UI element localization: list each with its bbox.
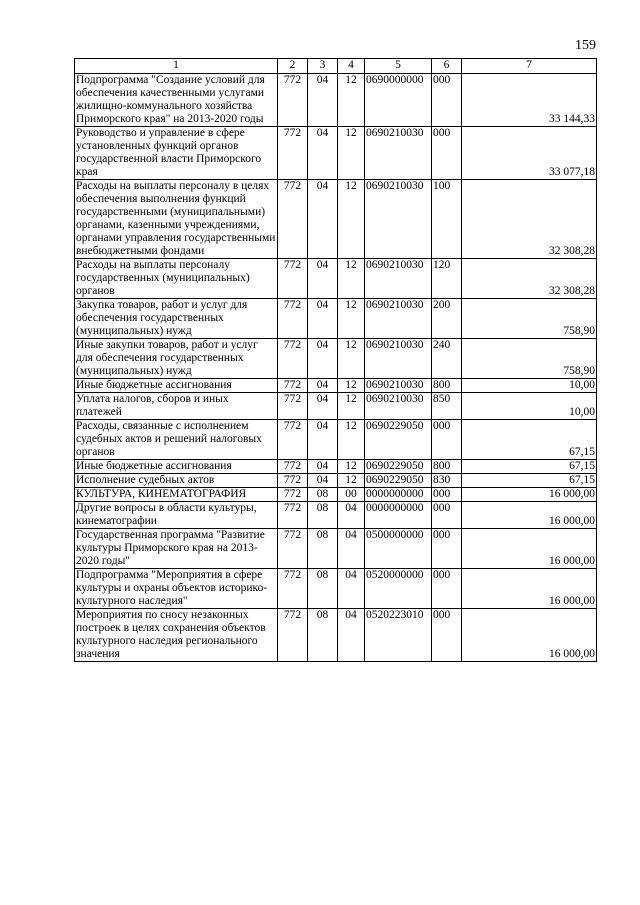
section-code: 08 <box>308 609 338 662</box>
subsection-code: 12 <box>338 259 365 299</box>
section-code: 04 <box>308 339 338 379</box>
row-name: Подпрограмма "Создание условий для обеспечения качественными услугами жилищно-коммунального хозяйства Приморского края" на 2013-2020 годы <box>75 74 278 127</box>
amount: 67,15 <box>462 420 597 460</box>
table-row <box>75 299 597 339</box>
amount: 32 308,28 <box>462 259 597 299</box>
section-code: 04 <box>308 259 338 299</box>
section-code: 08 <box>308 488 338 502</box>
subsection-code: 12 <box>338 299 365 339</box>
row-name: Иные закупки товаров, работ и услуг для обеспечения государственных (муниципальных) нужд <box>75 339 278 379</box>
ministry-code: 772 <box>278 379 308 393</box>
amount: 10,00 <box>462 379 597 393</box>
target-code: 0520223010 <box>365 609 432 662</box>
target-code: 0500000000 <box>365 529 432 569</box>
table-row <box>75 339 597 379</box>
section-code: 04 <box>308 299 338 339</box>
target-code: 0690210030 <box>365 180 432 259</box>
ministry-code: 772 <box>278 502 308 529</box>
target-code: 0690000000 <box>365 74 432 127</box>
ministry-code: 772 <box>278 609 308 662</box>
amount: 67,15 <box>462 460 597 474</box>
subsection-code: 00 <box>338 488 365 502</box>
expense-type-code: 000 <box>432 529 462 569</box>
expense-type-code: 800 <box>432 460 462 474</box>
target-code: 0000000000 <box>365 502 432 529</box>
section-code: 04 <box>308 127 338 180</box>
subsection-code: 12 <box>338 339 365 379</box>
row-name: КУЛЬТУРА, КИНЕМАТОГРАФИЯ <box>75 488 278 502</box>
table-row <box>75 609 597 662</box>
section-code: 08 <box>308 569 338 609</box>
ministry-code: 772 <box>278 299 308 339</box>
expense-type-code: 200 <box>432 299 462 339</box>
subsection-code: 12 <box>338 180 365 259</box>
target-code: 0000000000 <box>365 488 432 502</box>
amount: 32 308,28 <box>462 180 597 259</box>
target-code: 0690210030 <box>365 299 432 339</box>
table-row <box>75 420 597 460</box>
ministry-code: 772 <box>278 420 308 460</box>
ministry-code: 772 <box>278 339 308 379</box>
row-name: Расходы, связанные с исполнением судебных актов и решений налоговых органов <box>75 420 278 460</box>
section-code: 04 <box>308 393 338 420</box>
target-code: 0520000000 <box>365 569 432 609</box>
ministry-code: 772 <box>278 474 308 488</box>
target-code: 0690229050 <box>365 460 432 474</box>
subsection-code: 04 <box>338 569 365 609</box>
header-cell: 4 <box>338 59 365 74</box>
table-row <box>75 259 597 299</box>
table-header <box>75 59 597 74</box>
expense-type-code: 000 <box>432 488 462 502</box>
subsection-code: 04 <box>338 609 365 662</box>
ministry-code: 772 <box>278 569 308 609</box>
subsection-code: 12 <box>338 460 365 474</box>
expense-type-code: 100 <box>432 180 462 259</box>
row-name: Государственная программа "Развитие культуры Приморского края на 2013-2020 годы" <box>75 529 278 569</box>
section-code: 04 <box>308 379 338 393</box>
table-row <box>75 127 597 180</box>
header-cell: 2 <box>278 59 308 74</box>
expense-type-code: 000 <box>432 569 462 609</box>
target-code: 0690210030 <box>365 379 432 393</box>
target-code: 0690229050 <box>365 474 432 488</box>
subsection-code: 12 <box>338 393 365 420</box>
amount: 758,90 <box>462 299 597 339</box>
ministry-code: 772 <box>278 259 308 299</box>
section-code: 04 <box>308 74 338 127</box>
ministry-code: 772 <box>278 488 308 502</box>
row-name: Подпрограмма "Мероприятия в сфере культуры и охраны объектов историко-культурного наследия" <box>75 569 278 609</box>
row-name: Другие вопросы в области культуры, кинематографии <box>75 502 278 529</box>
budget-table <box>74 58 597 662</box>
table-row <box>75 460 597 474</box>
row-name: Уплата налогов, сборов и иных платежей <box>75 393 278 420</box>
header-cell: 6 <box>432 59 462 74</box>
target-code: 0690210030 <box>365 127 432 180</box>
table-row <box>75 180 597 259</box>
expense-type-code: 850 <box>432 393 462 420</box>
table-row <box>75 474 597 488</box>
target-code: 0690229050 <box>365 420 432 460</box>
amount: 67,15 <box>462 474 597 488</box>
table-row <box>75 488 597 502</box>
expense-type-code: 120 <box>432 259 462 299</box>
row-name: Исполнение судебных актов <box>75 474 278 488</box>
section-code: 04 <box>308 474 338 488</box>
ministry-code: 772 <box>278 127 308 180</box>
amount: 758,90 <box>462 339 597 379</box>
expense-type-code: 800 <box>432 379 462 393</box>
row-name: Расходы на выплаты персоналу государственных (муниципальных) органов <box>75 259 278 299</box>
amount: 33 144,33 <box>462 74 597 127</box>
subsection-code: 12 <box>338 379 365 393</box>
expense-type-code: 240 <box>432 339 462 379</box>
expense-type-code: 000 <box>432 420 462 460</box>
row-name: Мероприятия по сносу незаконных построек в целях сохранения объектов культурного наследия регионального значения <box>75 609 278 662</box>
header-cell: 1 <box>75 59 278 74</box>
ministry-code: 772 <box>278 393 308 420</box>
amount: 33 077,18 <box>462 127 597 180</box>
amount: 16 000,00 <box>462 609 597 662</box>
amount: 16 000,00 <box>462 488 597 502</box>
header-cell: 5 <box>365 59 432 74</box>
ministry-code: 772 <box>278 529 308 569</box>
section-code: 04 <box>308 420 338 460</box>
target-code: 0690210030 <box>365 393 432 420</box>
amount: 16 000,00 <box>462 569 597 609</box>
subsection-code: 04 <box>338 502 365 529</box>
row-name: Расходы на выплаты персоналу в целях обеспечения выполнения функций государственными (муниципальными) органами, казенными учреждениями, органами управления государственными внебюджетными фондами <box>75 180 278 259</box>
section-code: 04 <box>308 180 338 259</box>
row-name: Руководство и управление в сфере установленных функций органов государственной власти Приморского края <box>75 127 278 180</box>
subsection-code: 12 <box>338 127 365 180</box>
section-code: 04 <box>308 460 338 474</box>
ministry-code: 772 <box>278 180 308 259</box>
header-cell: 7 <box>462 59 597 74</box>
table-row <box>75 393 597 420</box>
page-number: 159 <box>575 38 596 53</box>
ministry-code: 772 <box>278 460 308 474</box>
ministry-code: 772 <box>278 74 308 127</box>
table-row <box>75 379 597 393</box>
amount: 16 000,00 <box>462 502 597 529</box>
target-code: 0690210030 <box>365 259 432 299</box>
expense-type-code: 830 <box>432 474 462 488</box>
subsection-code: 12 <box>338 474 365 488</box>
section-code: 08 <box>308 502 338 529</box>
section-code: 08 <box>308 529 338 569</box>
header-cell: 3 <box>308 59 338 74</box>
subsection-code: 12 <box>338 420 365 460</box>
row-name: Закупка товаров, работ и услуг для обеспечения государственных (муниципальных) нужд <box>75 299 278 339</box>
row-name: Иные бюджетные ассигнования <box>75 460 278 474</box>
table-row <box>75 502 597 529</box>
expense-type-code: 000 <box>432 74 462 127</box>
subsection-code: 04 <box>338 529 365 569</box>
expense-type-code: 000 <box>432 127 462 180</box>
amount: 10,00 <box>462 393 597 420</box>
subsection-code: 12 <box>338 74 365 127</box>
expense-type-code: 000 <box>432 609 462 662</box>
row-name: Иные бюджетные ассигнования <box>75 379 278 393</box>
target-code: 0690210030 <box>365 339 432 379</box>
amount: 16 000,00 <box>462 529 597 569</box>
table-row <box>75 569 597 609</box>
table-row <box>75 74 597 127</box>
expense-type-code: 000 <box>432 502 462 529</box>
table-row <box>75 529 597 569</box>
